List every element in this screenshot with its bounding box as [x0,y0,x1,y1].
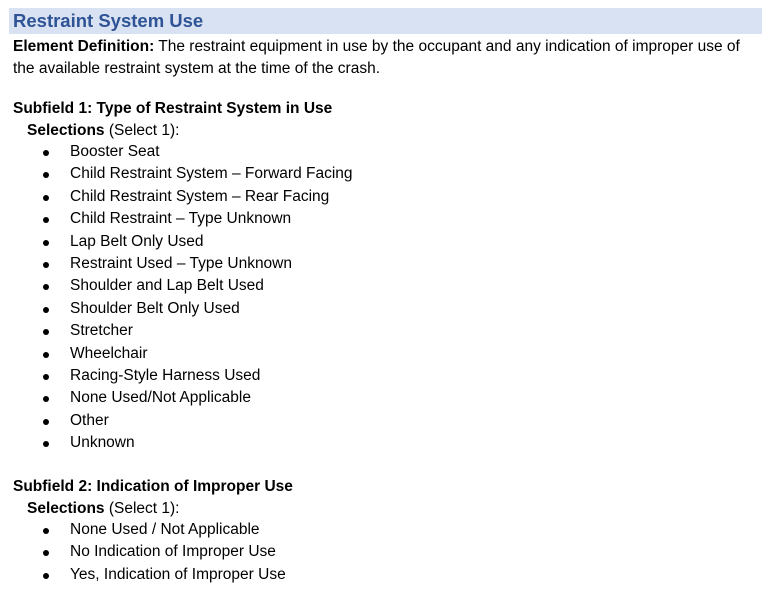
subfield-1-selections [27,120,179,142]
option-label: Yes, Indication of Improper Use [70,565,286,583]
bullet-icon [43,573,49,579]
option-label: Unknown [70,434,135,452]
bullet-icon [43,284,49,290]
definition-text: The restraint equipment in use by the occupant and any indication of improper use of the available restraint system at the time of the crash. [13,38,740,77]
bullet-icon [43,150,49,156]
bullet-icon [43,329,49,335]
bullet-icon [43,374,49,380]
bullet-icon [43,441,49,447]
bullet-icon [43,307,49,313]
option-label: Stretcher [70,322,133,340]
subfield-1-heading: Subfield 1: Type of Restraint System in Use [13,100,333,117]
option-label: Lap Belt Only Used [70,232,204,250]
bullet-icon [43,262,49,268]
subfield-1-selections-label: Selections [27,122,105,139]
option-label: Child Restraint – Type Unknown [70,210,292,228]
bullet-icon [43,419,49,425]
bullet-icon [43,240,49,246]
option-label: Wheelchair [70,344,148,362]
option-label: Child Restraint System – Rear Facing [70,187,330,205]
section-title: Restraint System Use [13,10,204,31]
bullet-icon [43,217,49,223]
subfield-2-selections-label: Selections [27,500,105,517]
subfield-2-selections-note: (Select 1): [104,500,180,517]
option-label: Shoulder Belt Only Used [70,299,240,317]
bullet-icon [43,195,49,201]
bullet-icon [43,352,49,358]
option-label: Booster Seat [70,143,160,160]
option-label: Restraint Used – Type Unknown [70,254,292,272]
subfield-2-heading: Subfield 2: Indication of Improper Use [13,478,293,495]
option-label: Other [70,411,109,429]
bullet-icon [43,550,49,556]
option-label: No Indication of Improper Use [70,543,276,561]
option-label: None Used/Not Applicable [70,389,251,407]
bullet-icon [43,528,49,534]
subfield-1-selections-note: (Select 1): [104,122,180,139]
bullet-icon [43,172,49,178]
element-definition [13,36,761,80]
subfield-2-selections [27,498,179,520]
option-label: Child Restraint System – Forward Facing [70,165,353,183]
option-label: Shoulder and Lap Belt Used [70,277,264,295]
definition-label: Element Definition: [13,38,155,55]
option-label: Racing-Style Harness Used [70,366,261,384]
option-label: None Used / Not Applicable [70,521,260,538]
bullet-icon [43,396,49,402]
